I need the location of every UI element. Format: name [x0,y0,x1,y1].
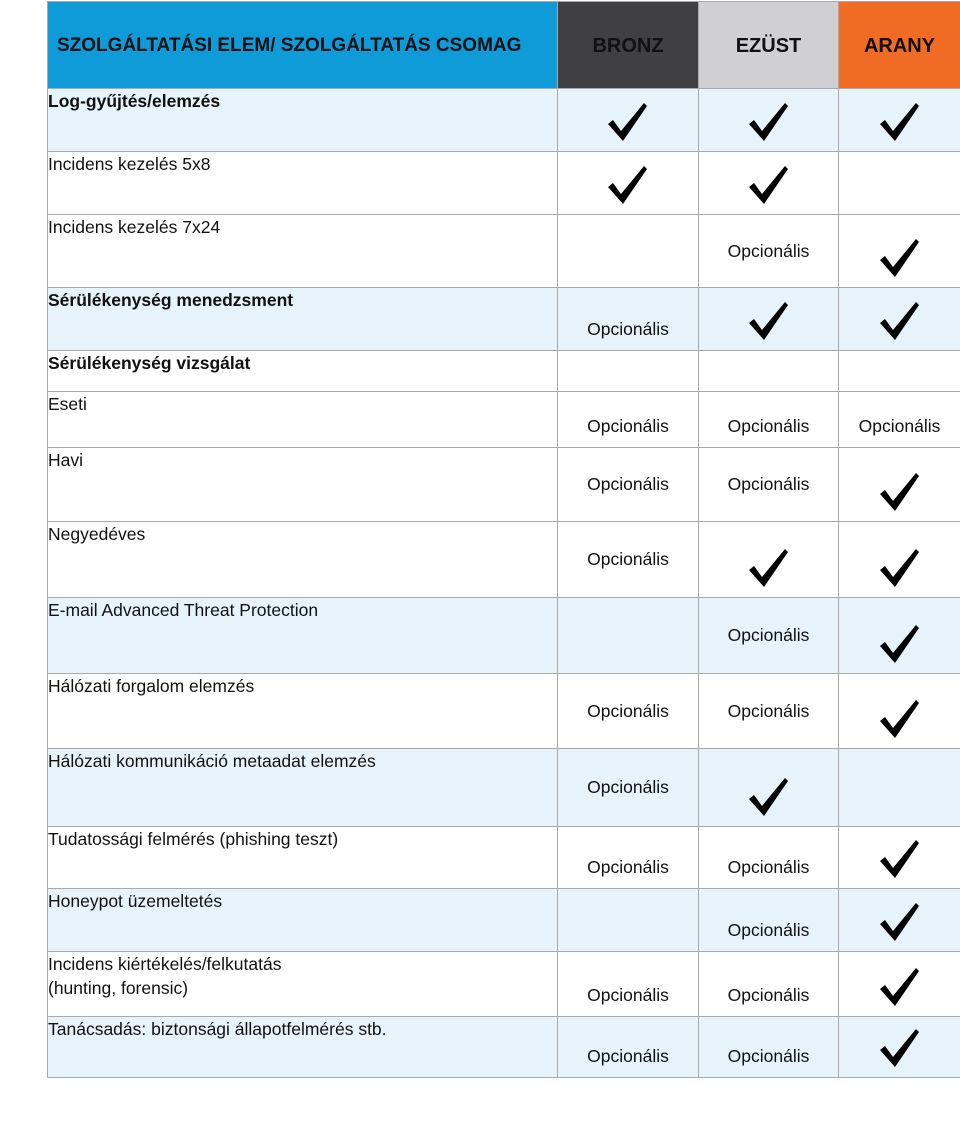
cell-bronz [558,89,699,152]
cell-ezust [699,89,839,152]
table-row [48,674,960,749]
cell-ezust [699,598,839,674]
header-ezust: EZÜST [699,2,839,89]
cell-arany [839,89,960,152]
table-row [48,1017,960,1078]
table-row [48,351,960,392]
row-label: Sérülékenység menedzsment [48,288,558,351]
cell-arany [839,674,960,749]
cell-bronz [558,827,699,889]
cell-bronz [558,351,699,392]
optional-text: Opcionális [727,700,810,721]
cell-arany [839,827,960,889]
optional-text: Opcionális [727,857,810,877]
cell-bronz [558,598,699,674]
optional-text: Opcionális [587,1046,669,1066]
cell-ezust [699,448,839,522]
header-bronz: BRONZ [558,2,699,89]
optional-text: Opcionális [587,474,669,494]
cell-ezust [699,215,839,288]
cell-arany [839,351,960,392]
checkmark-icon [745,545,793,593]
cell-ezust [699,1017,839,1078]
row-label: Incidens kezelés 7x24 [48,215,558,288]
cell-bronz [558,288,699,351]
checkmark-icon [876,1025,924,1073]
cell-arany [839,522,960,598]
row-label: Sérülékenység vizsgálat [48,351,558,392]
cell-ezust [699,392,839,448]
cell-ezust [699,952,839,1017]
checkmark-icon [604,162,652,210]
row-label-line: Incidens kiértékelés/felkutatás [48,954,282,974]
checkmark-icon [745,298,793,346]
table-row [48,749,960,827]
checkmark-icon [876,469,924,517]
row-label: Tanácsadás: biztonsági állapotfelmérés stb. [48,1017,558,1078]
cell-bronz [558,749,699,827]
row-label-line: (hunting, forensic) [48,978,189,998]
cell-bronz [558,674,699,749]
table-row [48,952,960,1017]
optional-text: Opcionális [727,240,810,261]
cell-ezust [699,749,839,827]
checkmark-icon [876,621,924,669]
row-label: Havi [48,448,558,522]
optional-text: Opcionális [587,319,669,339]
cell-ezust [699,889,839,952]
cell-ezust [699,288,839,351]
cell-bronz [558,952,699,1017]
optional-text: Opcionális [587,549,669,569]
checkmark-icon [876,99,924,147]
cell-ezust [699,351,839,392]
checkmark-icon [876,298,924,346]
cell-ezust [699,152,839,215]
table-row [48,288,960,351]
row-label: Log-gyűjtés/elemzés [48,89,558,152]
table-row [48,522,960,598]
cell-arany [839,448,960,522]
checkmark-icon [745,162,793,210]
cell-arany [839,215,960,288]
cell-arany [839,1017,960,1078]
cell-bronz [558,152,699,215]
header-arany: ARANY [839,2,960,89]
optional-text: Opcionális [587,777,669,797]
cell-arany [839,952,960,1017]
cell-arany [839,392,960,448]
table-row [48,152,960,215]
service-comparison-table [47,1,960,1078]
cell-arany [839,749,960,827]
row-label: E-mail Advanced Threat Protection [48,598,558,674]
checkmark-icon [876,899,924,947]
checkmark-icon [876,964,924,1012]
cell-ezust [699,522,839,598]
cell-bronz [558,889,699,952]
row-label: Hálózati forgalom elemzés [48,674,558,749]
checkmark-icon [745,99,793,147]
checkmark-icon [604,99,652,147]
row-label: Negyedéves [48,522,558,598]
row-label [48,952,558,1017]
table-row [48,889,960,952]
optional-text: Opcionális [727,1046,810,1066]
checkmark-icon [876,696,924,744]
cell-arany [839,288,960,351]
table-row [48,392,960,448]
header-row [48,2,960,89]
optional-text: Opcionális [858,416,941,436]
header-service-package: SZOLGÁLTATÁSI ELEM/ SZOLGÁLTATÁS CSOMAG [48,2,558,89]
optional-text: Opcionális [587,857,669,877]
cell-arany [839,598,960,674]
cell-bronz [558,522,699,598]
table-row [48,598,960,674]
row-label: Hálózati kommunikáció metaadat elemzés [48,749,558,827]
row-label: Tudatossági felmérés (phishing teszt) [48,827,558,889]
optional-text: Opcionális [727,416,810,436]
optional-text: Opcionális [727,474,810,494]
checkmark-icon [876,235,924,283]
table-row [48,448,960,522]
cell-arany [839,152,960,215]
cell-bronz [558,215,699,288]
cell-ezust [699,827,839,889]
optional-text: Opcionális [727,985,810,1005]
optional-text: Opcionális [587,700,669,721]
table-row [48,89,960,152]
checkmark-icon [876,545,924,593]
table-row [48,827,960,889]
optional-text: Opcionális [587,416,669,436]
optional-text: Opcionális [587,985,669,1005]
optional-text: Opcionális [727,920,810,940]
cell-bronz [558,392,699,448]
table-row [48,215,960,288]
optional-text: Opcionális [727,625,810,645]
row-label: Incidens kezelés 5x8 [48,152,558,215]
checkmark-icon [876,836,924,884]
cell-arany [839,889,960,952]
cell-bronz [558,448,699,522]
row-label: Eseti [48,392,558,448]
checkmark-icon [745,774,793,822]
cell-ezust [699,674,839,749]
cell-bronz [558,1017,699,1078]
row-label: Honeypot üzemeltetés [48,889,558,952]
